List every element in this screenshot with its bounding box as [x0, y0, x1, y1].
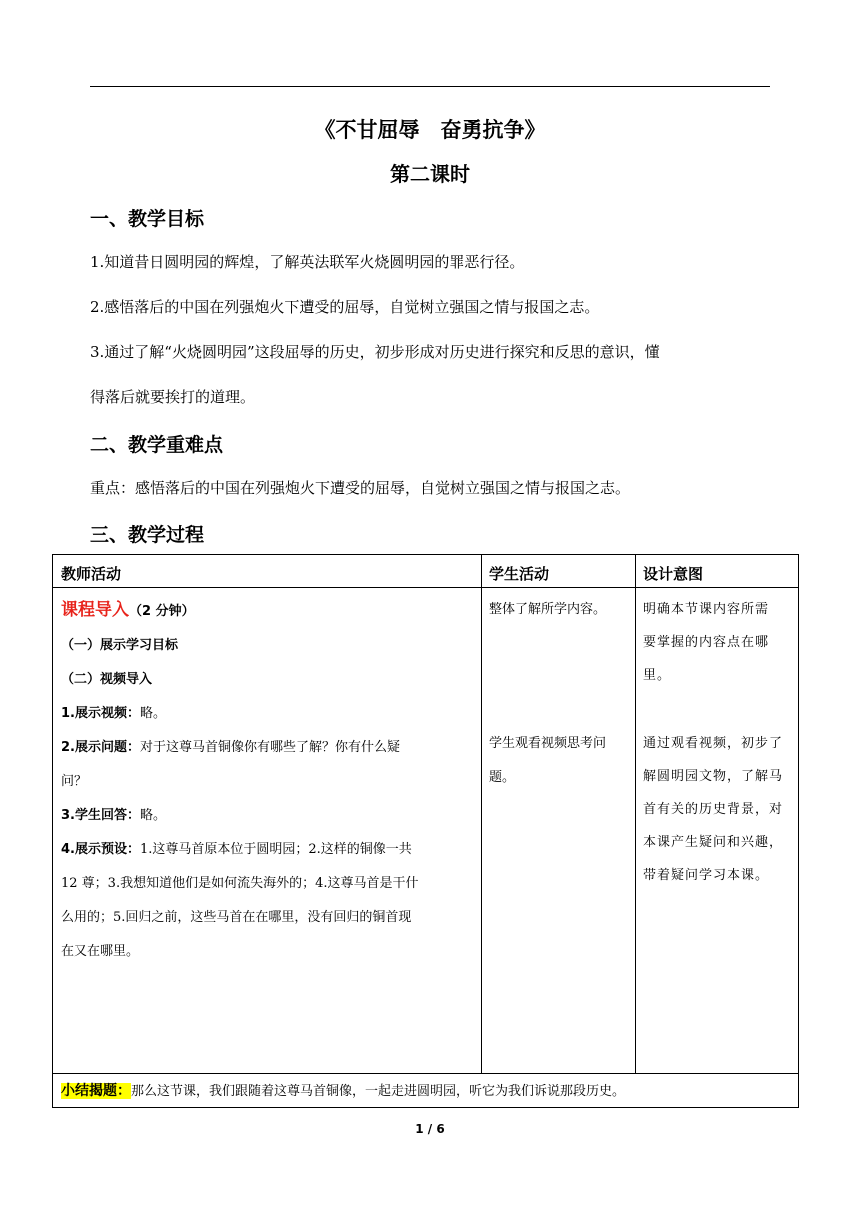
intent-text: 首有关的历史背景，对 — [643, 802, 784, 817]
section-heading-process: 三、教学过程 — [90, 524, 205, 546]
item-text: 12 尊；3.我想知道他们是如何流失海外的；4.这尊马首是干什 — [61, 876, 419, 891]
process-table — [52, 554, 799, 1108]
item-text: 问？ — [61, 774, 88, 789]
keypoint-text: 重点：感悟落后的中国在列强炮火下遭受的屈辱，自觉树立强国之情与报国之志。 — [90, 479, 631, 497]
header-rule — [90, 86, 770, 87]
page-number: 1 / 6 — [415, 1122, 445, 1136]
summary-text: 那么这节课，我们跟随着这尊马首铜像，一起走进圆明园，听它为我们诉说那段历史。 — [131, 1084, 626, 1099]
item-text: 略。 — [139, 808, 166, 823]
column-divider — [481, 555, 482, 1073]
design-intent-cell — [643, 593, 793, 692]
section-heading-goals: 一、教学目标 — [90, 208, 205, 230]
student-text: 整体了解所学内容。 — [489, 602, 607, 617]
teacher-activity-cell — [61, 593, 477, 969]
sub-heading: （一）展示学习目标 — [61, 638, 179, 653]
intent-text: 要掌握的内容点在哪 — [643, 635, 770, 650]
summary-divider — [53, 1073, 798, 1074]
summary-row — [61, 1075, 796, 1108]
header-divider — [53, 587, 798, 588]
sub-heading: （二）视频导入 — [61, 672, 153, 687]
goal-item: 2.感悟落后的中国在列强炮火下遭受的屈辱，自觉树立强国之情与报国之志。 — [90, 298, 600, 316]
section-title-intro: 课程导入 — [61, 600, 129, 620]
intent-text: 带着疑问学习本课。 — [643, 868, 770, 883]
student-activity-cell — [489, 593, 631, 627]
item-text: 对于这尊马首铜像你有哪些了解？你有什么疑 — [139, 740, 400, 755]
item-label: 1.展示视频： — [61, 706, 140, 721]
intent-text: 解圆明园文物，了解马 — [643, 769, 784, 784]
intent-text: 本课产生疑问和兴趣， — [643, 835, 784, 850]
student-text: 学生观看视频思考问 — [489, 736, 607, 751]
goal-item: 得落后就要挨打的道理。 — [90, 388, 256, 406]
goal-item: 1.知道昔日圆明园的辉煌，了解英法联军火烧圆明园的罪恶行径。 — [90, 253, 525, 271]
item-label: 2.展示问题： — [61, 740, 140, 755]
summary-label: 小结揭题： — [61, 1083, 131, 1099]
item-text: 1.这尊马首原本位于圆明园；2.这样的铜像一共 — [139, 842, 412, 857]
section-duration: （2 分钟） — [129, 604, 195, 619]
item-label: 3.学生回答： — [61, 808, 140, 823]
student-activity-cell — [489, 727, 631, 795]
intent-text: 里。 — [643, 668, 672, 683]
column-header-intent: 设计意图 — [643, 565, 704, 583]
item-label: 4.展示预设： — [61, 842, 140, 857]
column-header-student: 学生活动 — [489, 565, 550, 583]
student-text: 题。 — [489, 770, 516, 785]
design-intent-cell — [643, 727, 793, 892]
item-text: 略。 — [139, 706, 166, 721]
column-header-teacher: 教师活动 — [61, 565, 122, 583]
item-text: 在又在哪里。 — [61, 944, 140, 959]
document-title: 《不甘屈辱 奋勇抗争》 — [314, 118, 546, 142]
intent-text: 明确本节课内容所需 — [643, 602, 770, 617]
goal-item: 3.通过了解“火烧圆明园”这段屈辱的历史，初步形成对历史进行探究和反思的意识，懂 — [90, 343, 660, 361]
column-divider — [635, 555, 636, 1073]
section-heading-keypoints: 二、教学重难点 — [90, 434, 224, 456]
intent-text: 通过观看视频，初步了 — [643, 736, 784, 751]
item-text: 么用的；5.回归之前，这些马首在在哪里，没有回归的铜首现 — [61, 910, 412, 925]
document-subtitle: 第二课时 — [390, 162, 470, 186]
